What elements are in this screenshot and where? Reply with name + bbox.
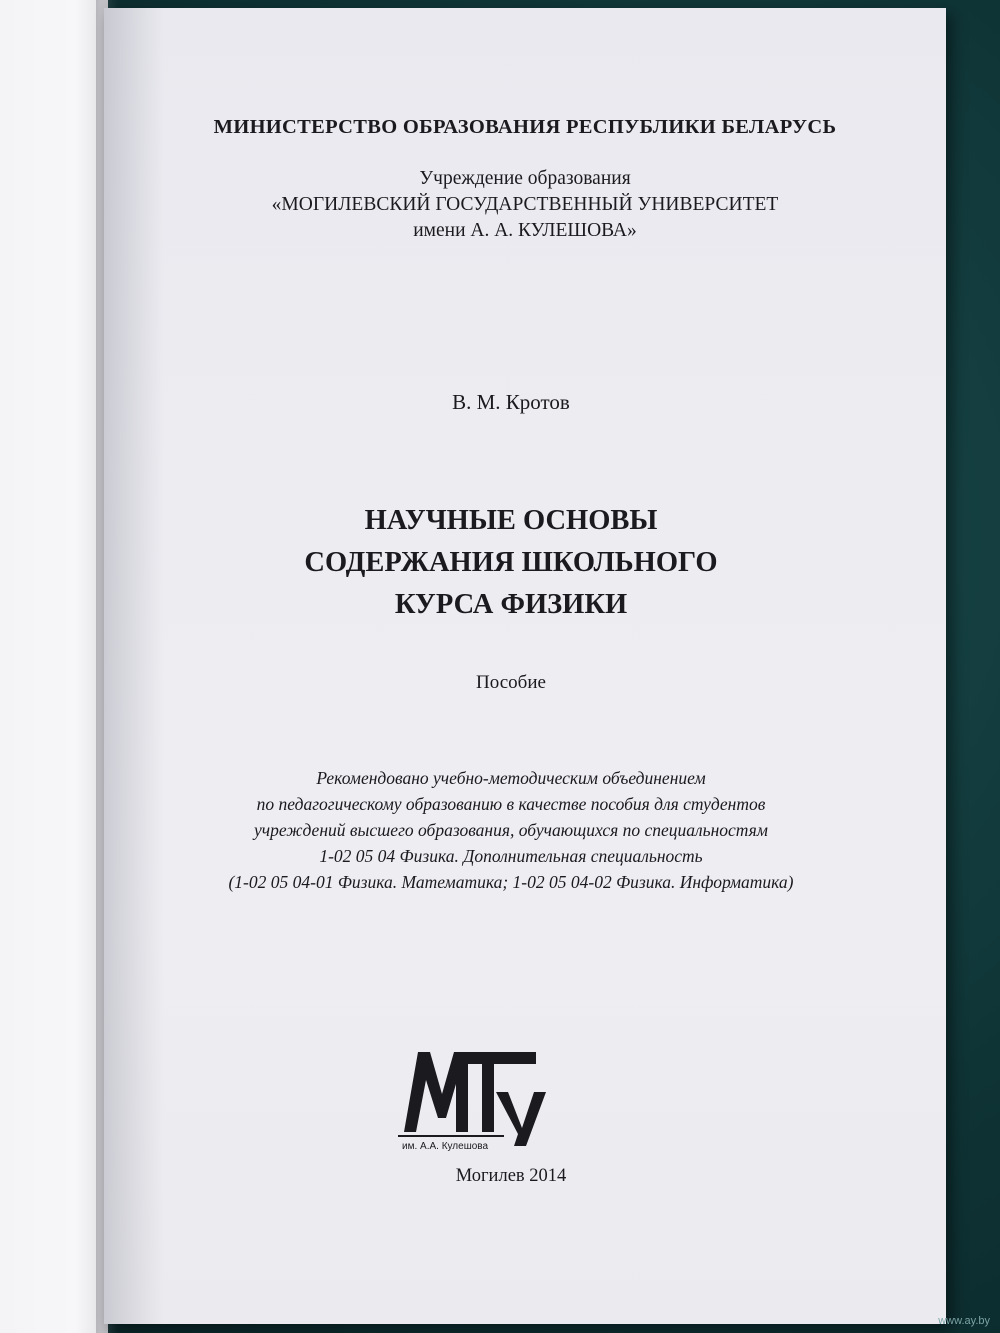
recommendation-line: 1-02 05 04 Физика. Дополнительная специальность (319, 846, 703, 866)
institution-block (104, 166, 946, 244)
recommendation-line: по педагогическому образованию в качестве пособия для студентов (256, 794, 766, 814)
recommendation-line: (1-02 05 04-01 Физика. Математика; 1-02 05 04-02 Физика. Информатика) (228, 872, 794, 892)
university-logo (384, 1032, 554, 1152)
city-year: Могилев 2014 (455, 1166, 567, 1186)
title-line: НАУЧНЫЕ ОСНОВЫ (364, 505, 658, 536)
institution-line: «МОГИЛЕВСКИЙ ГОСУДАРСТВЕННЫЙ УНИВЕРСИТЕТ (271, 194, 779, 215)
book-title (90, 500, 932, 626)
publication-type: Пособие (476, 672, 546, 693)
institution-line: Учреждение образования (419, 168, 631, 189)
ministry-heading: МИНИСТЕРСТВО ОБРАЗОВАНИЯ РЕСПУБЛИКИ БЕЛАРУСЬ (213, 116, 837, 138)
title-line: КУРСА ФИЗИКИ (394, 589, 628, 620)
recommendation-block (90, 765, 932, 895)
title-page (104, 8, 946, 1324)
logo-caption: им. А.А. Кулешова (402, 1141, 489, 1152)
logo-letter-m (404, 1052, 468, 1132)
recommendation-line: учреждений высшего образования, обучающихся по специальностям (254, 820, 768, 840)
title-line: СОДЕРЖАНИЯ ШКОЛЬНОГО (304, 547, 718, 578)
watermark: www.ay.by (938, 1315, 990, 1327)
left-page (0, 0, 108, 1333)
author-name: В. М. Кротов (452, 390, 570, 414)
recommendation-line: Рекомендовано учебно-методическим объединением (316, 768, 706, 788)
logo-letter-u (496, 1092, 546, 1146)
institution-line: имени А. А. КУЛЕШОВА» (413, 220, 637, 241)
